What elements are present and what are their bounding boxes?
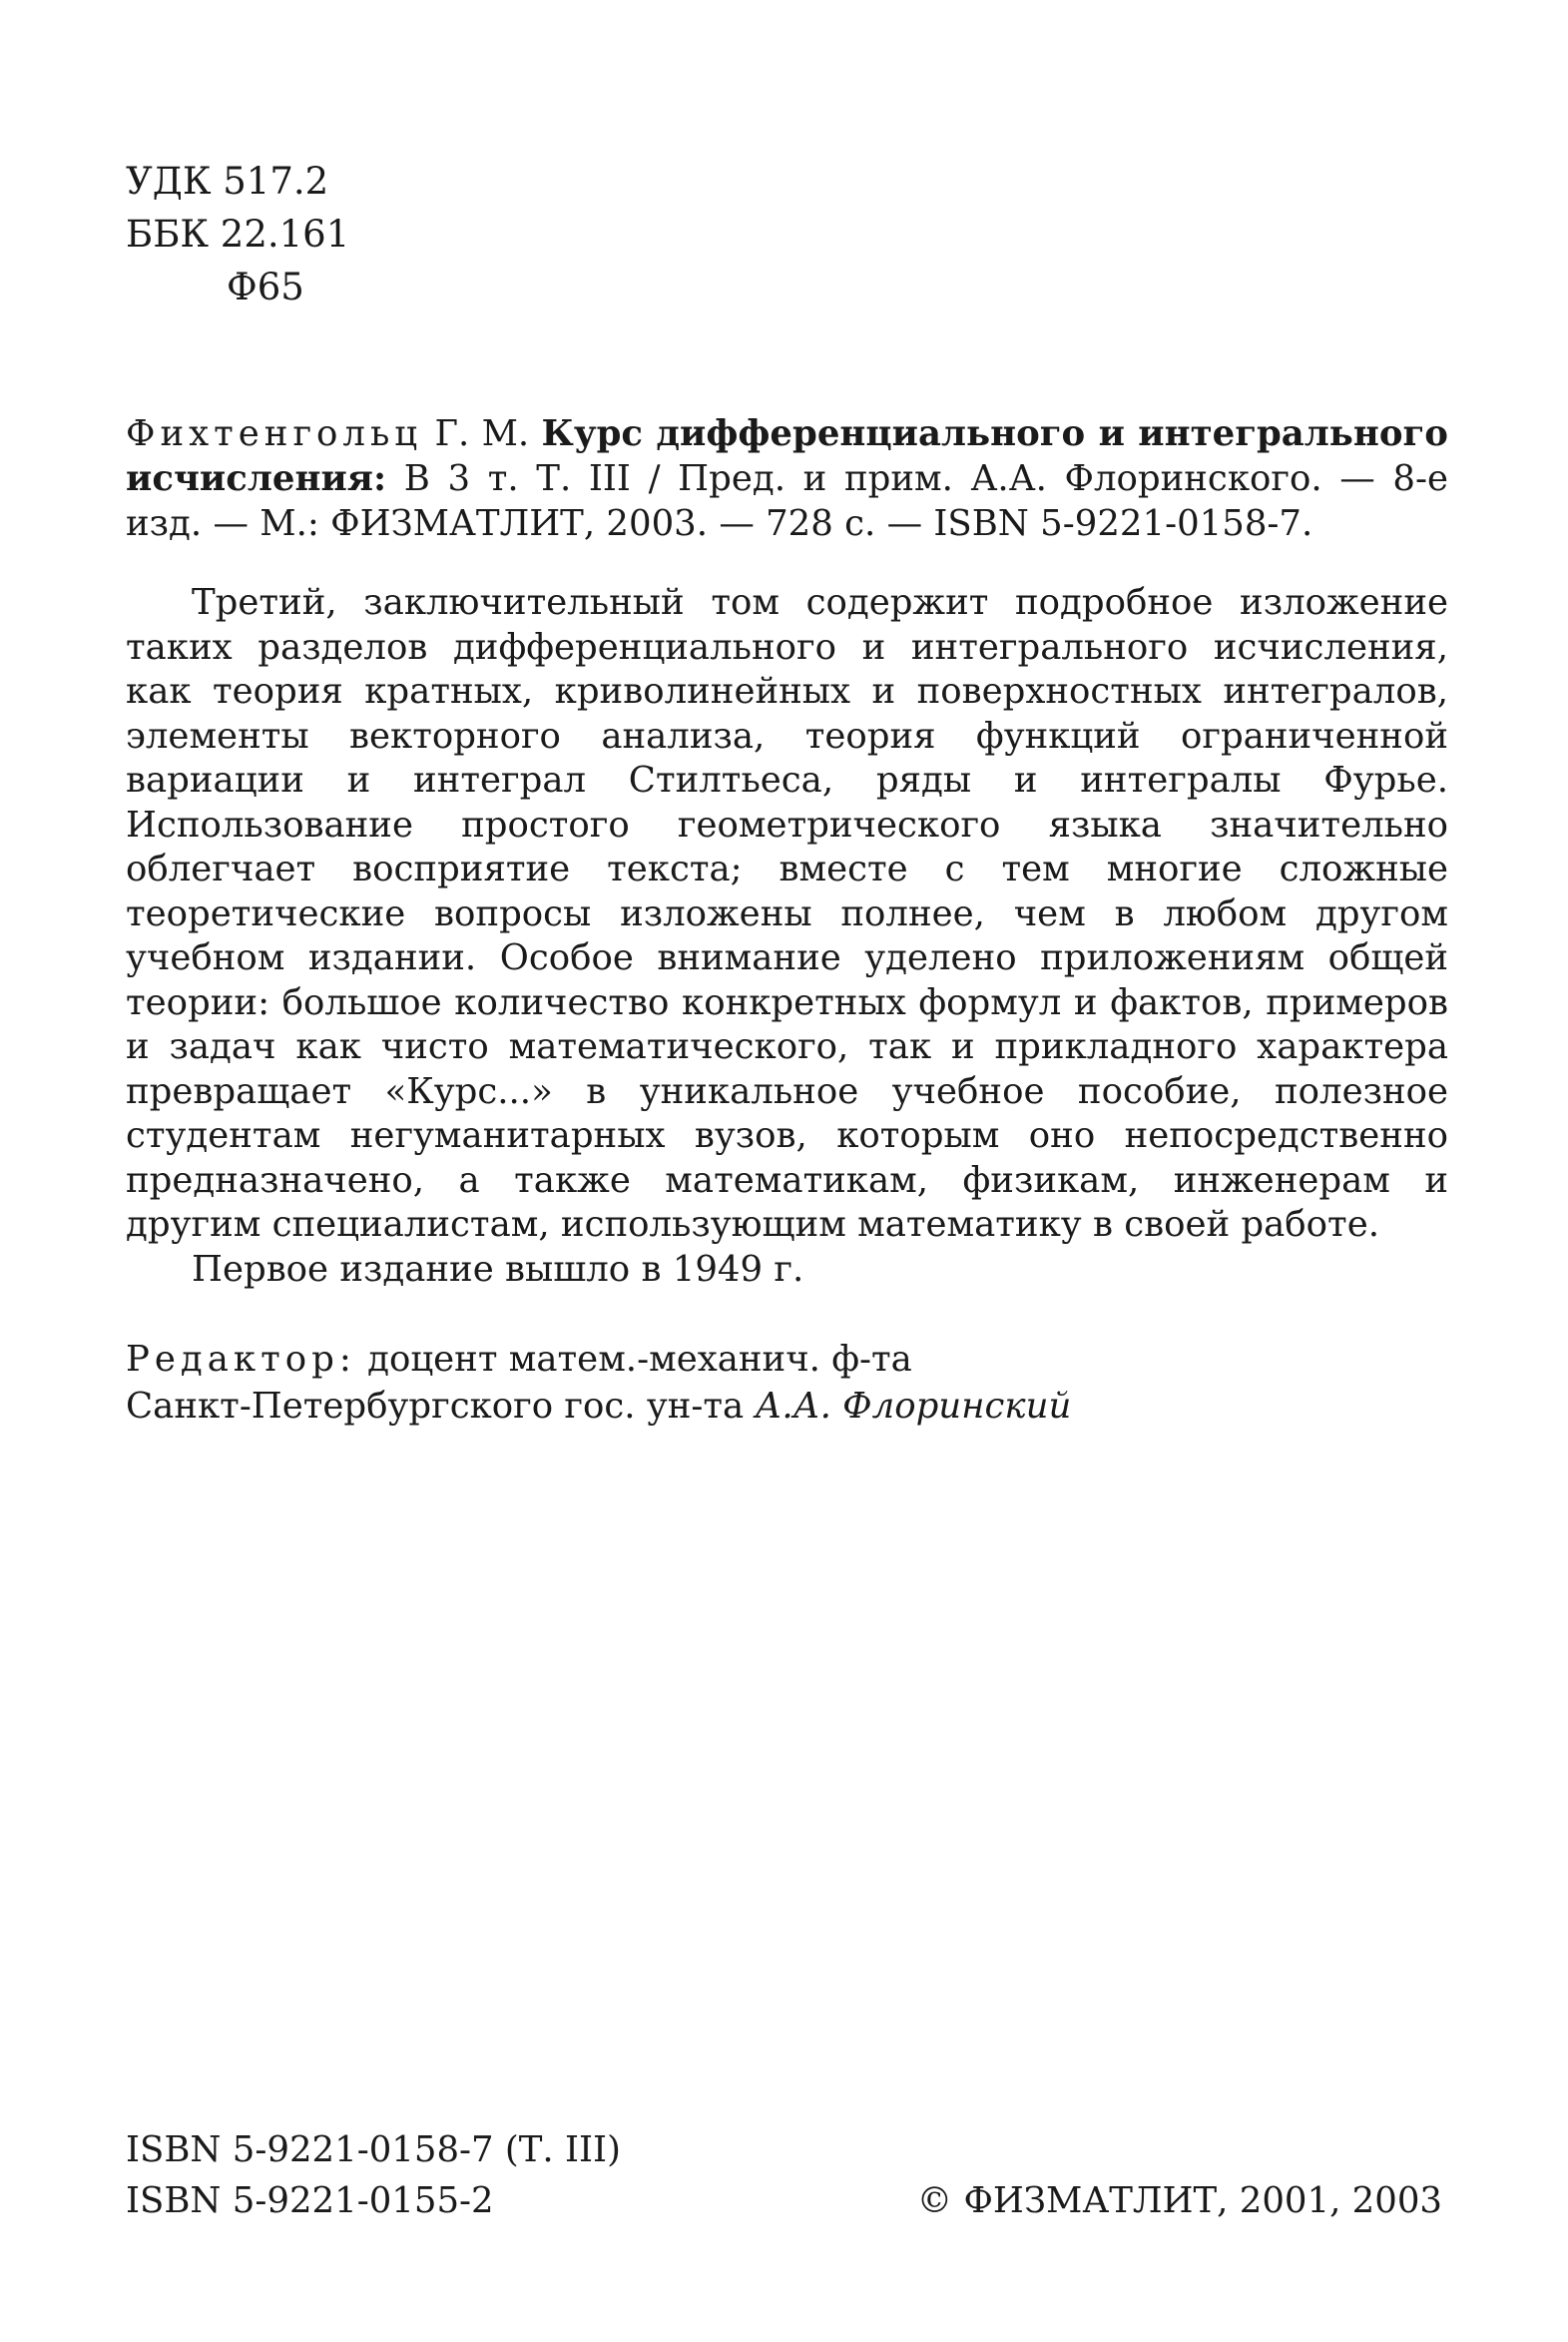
- abstract-paragraph: Третий, заключительный том содержит подробное изложение таких разделов дифференциального и интегрального исчисления, как теория кратных, криволинейных и поверхностных интегралов, элементы векторного анализа, теория функций ограниченной вариации и интеграл Стилтьеса, ряды и интегралы Фурье. Использование простого геометрического языка значительно облегчает восприятие текста; вместе с тем многие сложные теоретические вопросы изложены полнее, чем в любом другом учебном издании. Особое внимание уделено приложениям общей теории: большое количество конкретных формул и фактов, примеров и задач как чисто математического, так и прикладного характера превращает «Курс...» в уникальное учебное пособие, полезное студентам негуманитарных вузов, которым оно непосредственно предназначено, а также математикам, физикам, инженерам и другим специалистам, использующим математику в своей работе.: [126, 582, 1448, 1245]
- isbn-volume: ISBN 5-9221-0158-7 (Т. III): [126, 2129, 621, 2170]
- udk-value: 517.2: [223, 160, 329, 203]
- bbk-row: [126, 208, 349, 261]
- bbk-label: ББК: [126, 213, 210, 256]
- editor-line-2: [126, 1383, 1448, 1430]
- author-surname: Фихтенгольц: [126, 413, 423, 454]
- isbn-block: [126, 2124, 621, 2226]
- classification-block: [126, 155, 349, 313]
- author-mark: Ф65: [227, 266, 304, 308]
- bibliographic-record: [126, 411, 1448, 546]
- book-title: Курс дифференциального и интегрального исчисления:: [126, 413, 1448, 499]
- editor-credit: [126, 1336, 1448, 1430]
- editor-name: А.А. Флоринский: [755, 1386, 1072, 1427]
- editor-label: Редактор:: [126, 1339, 356, 1380]
- first-edition-note: Первое издание вышло в 1949 г.: [192, 1248, 804, 1290]
- bbk-value: 22.161: [220, 213, 350, 256]
- udk-label: УДК: [126, 160, 212, 203]
- abstract: [126, 581, 1448, 1292]
- copyright-notice: © ФИЗМАТЛИТ, 2001, 2003: [916, 2180, 1442, 2221]
- isbn-set: ISBN 5-9221-0155-2: [126, 2180, 494, 2221]
- publication-details: В 3 т. Т. III / Пред. и прим. А.А. Флоринского. — 8-е изд. — М.: ФИЗМАТЛИТ, 2003. — 728 с. — ISBN 5-9221-0158-7.: [126, 458, 1448, 544]
- udk-row: [126, 155, 349, 208]
- editor-position-2: Санкт-Петербургского гос. ун-та: [126, 1386, 745, 1427]
- editor-position-1: доцент матем.-механич. ф-та: [367, 1339, 912, 1380]
- editor-line-1: [126, 1336, 1448, 1383]
- author-initials: Г. М.: [434, 413, 530, 454]
